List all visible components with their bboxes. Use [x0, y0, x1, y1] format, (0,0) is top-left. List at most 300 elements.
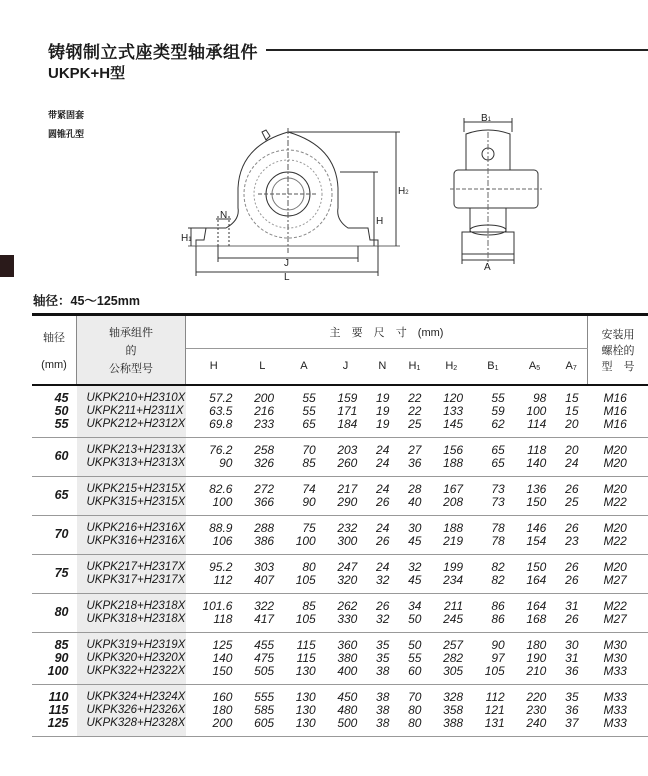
table-row: [32, 652, 648, 665]
cell-dim-j: 380: [337, 650, 358, 665]
cell-dim-h2: 234: [430, 574, 472, 594]
section-tab-marker: [0, 255, 14, 277]
cell-dim-a5: 118: [527, 442, 547, 457]
cell-dim-b1: 112: [485, 689, 505, 704]
cell-model: UKPK322+H2322X: [77, 665, 186, 685]
cell-model: UKPK318+H2318X: [77, 613, 186, 633]
cell-dim-h: 140: [212, 650, 233, 665]
front-view-diagram: [178, 128, 409, 283]
cell-dim-n: 19: [376, 390, 390, 405]
dim-label-J: J: [284, 258, 289, 269]
cell-dim-l: 585: [254, 702, 275, 717]
cell-dim-h: 57.2: [209, 390, 233, 405]
cell-dim-h: 101.6: [202, 598, 233, 613]
housing-outline: [196, 132, 378, 246]
dim-label-B1: B1: [481, 113, 492, 124]
cell-model: UKPK317+H2317X: [77, 574, 186, 594]
cell-shaft-diameter: 80: [32, 593, 77, 632]
cell-dim-b1: 82: [491, 559, 505, 574]
cell-dim-h2: 305: [430, 665, 472, 685]
table-row: [32, 476, 648, 496]
feature-label-taper-bore: 圆锥孔型: [48, 130, 85, 140]
page-title: 铸钢制立式座类型轴承组件: [48, 42, 258, 63]
cell-shaft-diameter: 90: [54, 650, 69, 665]
header-shaft-unit: (mm): [41, 358, 67, 371]
cell-dim-j: 184: [325, 418, 367, 438]
cell-dim-a7: 15: [565, 403, 579, 418]
cell-dim-n: 38: [366, 717, 398, 737]
cell-dim-a7: 20: [555, 418, 587, 438]
cell-dim-j: 330: [325, 613, 367, 633]
cell-dim-h: 200: [186, 717, 242, 737]
cell-bolt: M16: [588, 418, 648, 438]
header-shaft: [32, 315, 77, 385]
cell-shaft-diameter: 60: [32, 437, 77, 476]
cell-shaft-diameter: 100: [32, 665, 77, 685]
cell-dim-a: 75: [302, 520, 316, 535]
cell-dim-a5: 150: [526, 559, 547, 574]
cell-dim-a: 115: [296, 650, 316, 665]
side-view-diagram: [450, 112, 550, 272]
cell-dim-h: 180: [212, 702, 233, 717]
spec-table-body: [32, 385, 648, 737]
cell-dim-h: 106: [186, 535, 242, 555]
cell-dim-a5: 240: [514, 717, 556, 737]
cell-dim-b1: 121: [484, 702, 505, 717]
cell-dim-a7: 23: [555, 535, 587, 555]
cell-dim-l: 216: [254, 403, 275, 418]
cell-dim-a5: 140: [514, 457, 556, 477]
cell-bolt: M20: [603, 481, 627, 496]
header-dim-symbol: A: [565, 360, 573, 373]
cell-dim-n: 35: [376, 637, 390, 652]
header-shaft-label: 轴径: [43, 331, 65, 344]
cell-dim-a5: 168: [514, 613, 556, 633]
cell-dim-n: 24: [376, 520, 390, 535]
cell-model: UKPK320+H2320X: [77, 652, 186, 665]
cell-dim-a: 130: [295, 702, 316, 717]
grease-nipple: [262, 130, 270, 140]
cell-dim-h2: 388: [430, 717, 472, 737]
cell-dim-h1: 34: [408, 598, 422, 613]
header-dim-symbol: H: [408, 360, 417, 373]
cell-dim-l: 303: [254, 559, 275, 574]
cell-dim-b1: 78: [472, 535, 514, 555]
cell-dim-j: 300: [325, 535, 367, 555]
cell-dim-b1: 131: [472, 717, 514, 737]
cell-shaft-diameter: 75: [32, 554, 77, 593]
cell-dim-h: 160: [212, 689, 233, 704]
cell-dim-j: 290: [325, 496, 367, 516]
cell-dim-a5: 114: [514, 418, 556, 438]
cell-dim-h1: 32: [408, 559, 422, 574]
cell-dim-b1: 82: [472, 574, 514, 594]
cell-dim-h2: 282: [443, 650, 464, 665]
cell-dim-l: 326: [241, 457, 283, 477]
cell-shaft-diameter: 50: [54, 403, 69, 418]
cell-dim-a5: 180: [526, 637, 547, 652]
cell-dim-a7: 20: [565, 442, 579, 457]
table-row: [32, 405, 648, 418]
table-row: [32, 632, 648, 652]
cell-dim-h: 82.6: [209, 481, 233, 496]
header-bolt-line1: 安装用: [601, 328, 635, 341]
cell-dim-n: 35: [376, 650, 390, 665]
cell-dim-b1: 62: [472, 418, 514, 438]
cell-dim-a: 105: [283, 574, 325, 594]
cell-dim-b1: 55: [491, 390, 505, 405]
cell-dim-a7: 25: [555, 496, 587, 516]
cell-dim-j: 360: [337, 637, 358, 652]
cell-dim-n: 32: [366, 574, 398, 594]
cell-dim-h2: 156: [443, 442, 464, 457]
table-row: [32, 717, 648, 737]
cell-dim-a7: 26: [565, 559, 579, 574]
cell-dim-b1: 59: [491, 403, 505, 418]
cell-dim-n: 26: [376, 598, 390, 613]
cell-dim-h1: 28: [408, 481, 422, 496]
cell-dim-n: 38: [366, 665, 398, 685]
feature-label-sleeve: 带紧固套: [48, 111, 85, 121]
cell-dim-h2: 188: [430, 457, 472, 477]
dim-label-N: N: [220, 210, 228, 221]
cell-dim-a: 115: [296, 637, 316, 652]
cell-dim-h2: 219: [430, 535, 472, 555]
cell-dim-h1: 25: [398, 418, 430, 438]
header-dim-symbol: A: [300, 360, 308, 373]
cell-dim-h2: 328: [443, 689, 464, 704]
cell-dim-h2: 199: [443, 559, 464, 574]
spec-table: [32, 313, 648, 737]
cell-dim-a: 130: [295, 689, 316, 704]
cell-dim-j: 262: [337, 598, 358, 613]
cell-dim-a5: 150: [514, 496, 556, 516]
cell-dim-j: 203: [337, 442, 358, 457]
cell-shaft-diameter: 55: [32, 418, 77, 438]
cell-dim-h: 118: [186, 613, 242, 633]
cell-dim-h: 95.2: [209, 559, 233, 574]
cell-dim-a: 130: [283, 717, 325, 737]
cell-dim-j: 320: [325, 574, 367, 594]
cell-dim-h: 112: [186, 574, 242, 594]
header-model-line2: 的: [125, 344, 137, 357]
cell-dim-b1: 105: [472, 665, 514, 685]
cell-dim-l: 200: [254, 390, 275, 405]
cell-dim-j: 232: [337, 520, 358, 535]
cell-dim-l: 475: [254, 650, 275, 665]
cell-dim-a: 100: [283, 535, 325, 555]
table-row: [32, 496, 648, 516]
cell-dim-l: 417: [241, 613, 283, 633]
cell-dim-h1: 55: [408, 650, 422, 665]
header-bolt-line2: 螺栓的: [601, 344, 635, 357]
dim-label-L: L: [284, 272, 290, 283]
header-dim-symbol: H: [209, 360, 218, 373]
cell-dim-a5: 220: [526, 689, 547, 704]
cell-dim-a5: 146: [526, 520, 547, 535]
table-row: [32, 593, 648, 613]
cell-dim-a7: 26: [555, 613, 587, 633]
header-dim-l: [241, 349, 283, 385]
cell-bolt: M30: [603, 650, 627, 665]
cell-dim-h: 150: [186, 665, 242, 685]
cell-dim-n: 24: [376, 442, 390, 457]
header-dim-subscript: 1: [494, 365, 499, 373]
dim-label-H: H: [376, 216, 384, 227]
cell-dim-n: 19: [376, 403, 390, 418]
cell-dim-a5: 136: [526, 481, 547, 496]
cell-model: UKPK319+H2319X: [77, 632, 186, 652]
cell-dim-l: 322: [254, 598, 275, 613]
cell-dim-a7: 30: [565, 637, 579, 652]
cell-dim-h1: 22: [408, 390, 422, 405]
cell-dim-a: 130: [283, 665, 325, 685]
cell-dim-l: 407: [241, 574, 283, 594]
header-dim-subscript: 5: [536, 365, 541, 373]
cell-shaft-diameter: 70: [32, 515, 77, 554]
cell-dim-j: 159: [337, 390, 358, 405]
cell-dim-n: 24: [376, 559, 390, 574]
cell-dim-h: 69.8: [186, 418, 242, 438]
cell-model: UKPK326+H2326X: [77, 704, 186, 717]
cell-dim-l: 455: [254, 637, 275, 652]
cell-dim-h2: 358: [443, 702, 464, 717]
cell-dim-h2: 211: [443, 598, 464, 613]
header-dim-subscript: 2: [453, 365, 458, 373]
cell-dim-h: 76.2: [209, 442, 233, 457]
cell-model: UKPK313+H2313X: [77, 457, 186, 477]
header-main-dimensions: [186, 315, 588, 349]
cell-dim-h1: 30: [408, 520, 422, 535]
cell-dim-a: 74: [302, 481, 316, 496]
header-dim-symbol: J: [342, 360, 349, 373]
cell-dim-n: 26: [366, 496, 398, 516]
cell-dim-a7: 31: [565, 650, 579, 665]
cell-dim-h: 88.9: [209, 520, 233, 535]
cell-bolt: M22: [588, 535, 648, 555]
cell-dim-n: 38: [376, 702, 390, 717]
cell-dim-l: 605: [241, 717, 283, 737]
table-row: [32, 535, 648, 555]
table-row: [32, 704, 648, 717]
cell-dim-j: 171: [337, 403, 358, 418]
cell-dim-b1: 86: [491, 598, 505, 613]
header-dim-h2: [430, 349, 472, 385]
cell-dim-h2: 188: [443, 520, 464, 535]
table-row: [32, 684, 648, 704]
cell-shaft-diameter: 45: [54, 390, 69, 405]
cell-dim-h1: 40: [398, 496, 430, 516]
cell-dim-a5: 230: [526, 702, 547, 717]
cell-dim-a: 90: [283, 496, 325, 516]
cell-bolt: M20: [588, 457, 648, 477]
cell-dim-j: 217: [337, 481, 358, 496]
shaft-range-label: 轴径：45～125mm: [33, 294, 140, 308]
cell-dim-h2: 120: [443, 390, 464, 405]
cell-dim-l: 386: [241, 535, 283, 555]
cell-dim-h1: 50: [398, 613, 430, 633]
cell-dim-h1: 70: [408, 689, 422, 704]
cell-model: UKPK324+H2324X: [77, 684, 186, 704]
cell-bolt: M22: [603, 598, 627, 613]
cell-dim-a5: 154: [514, 535, 556, 555]
header-model-line1: 轴承组件: [109, 326, 153, 339]
table-row: [32, 574, 648, 594]
cell-bolt: M27: [588, 574, 648, 594]
cell-dim-a7: 36: [565, 702, 579, 717]
cell-dim-h2: 257: [443, 637, 464, 652]
dim-label-H2: H2: [398, 186, 409, 197]
dim-label-A: A: [484, 262, 491, 273]
table-row: [32, 457, 648, 477]
cell-dim-a7: 26: [565, 481, 579, 496]
cell-dim-a: 55: [302, 390, 316, 405]
cell-dim-a5: 98: [532, 390, 547, 405]
table-row: [32, 613, 648, 633]
cell-shaft-diameter: 65: [32, 476, 77, 515]
table-row: [32, 437, 648, 457]
cell-model: UKPK316+H2316X: [77, 535, 186, 555]
table-row: [32, 554, 648, 574]
cell-dim-l: 258: [254, 442, 275, 457]
cell-dim-a: 55: [302, 403, 316, 418]
cell-dim-a: 80: [302, 559, 316, 574]
cell-dim-l: 288: [254, 520, 275, 535]
cell-bolt: M33: [588, 717, 648, 737]
cell-dim-a5: 210: [514, 665, 556, 685]
cell-dim-a: 65: [283, 418, 325, 438]
cell-dim-h1: 45: [398, 574, 430, 594]
cell-shaft-diameter: 115: [48, 702, 69, 717]
header-dims-unit: (mm): [417, 327, 444, 339]
table-row: [32, 515, 648, 535]
header-dim-symbol: L: [259, 360, 266, 373]
cell-dim-h1: 80: [408, 702, 422, 717]
cell-model: UKPK216+H2316X: [77, 515, 186, 535]
cell-dim-h1: 50: [408, 637, 422, 652]
cell-dim-l: 233: [241, 418, 283, 438]
cell-dim-n: 26: [366, 535, 398, 555]
header-dim-j: [325, 349, 367, 385]
cell-dim-a7: 24: [555, 457, 587, 477]
cell-dim-a5: 164: [514, 574, 556, 594]
cell-dim-a: 85: [302, 598, 316, 613]
cell-dim-b1: 90: [491, 637, 505, 652]
dim-label-H1: H1: [181, 233, 192, 244]
cell-dim-a: 105: [283, 613, 325, 633]
title-rule: [266, 49, 648, 51]
cell-shaft-diameter: 110: [48, 689, 69, 704]
cell-dim-b1: 65: [491, 442, 505, 457]
header-dim-a: [283, 349, 325, 385]
cell-dim-a7: 31: [565, 598, 579, 613]
header-dim-symbol: A: [528, 360, 537, 373]
cell-bolt: M20: [603, 520, 627, 535]
cell-dim-h2: 145: [430, 418, 472, 438]
cell-model: UKPK212+H2312X: [77, 418, 186, 438]
cell-dim-h2: 245: [430, 613, 472, 633]
cell-dim-b1: 78: [491, 520, 505, 535]
header-dim-subscript: 7: [572, 365, 577, 373]
cell-dim-h: 90: [186, 457, 242, 477]
cell-dim-a: 70: [302, 442, 316, 457]
spec-table-header: [32, 315, 648, 385]
cell-dim-a5: 164: [526, 598, 547, 613]
cell-bolt: M20: [603, 559, 627, 574]
header-dim-symbol: H: [445, 360, 454, 373]
cell-model: UKPK215+H2315X: [77, 476, 186, 496]
header-dim-subscript: 1: [416, 365, 421, 373]
cell-dim-l: 555: [254, 689, 275, 704]
cell-dim-j: 247: [337, 559, 358, 574]
cell-bolt: M16: [603, 403, 627, 418]
table-row: [32, 385, 648, 405]
cell-dim-h: 125: [212, 637, 233, 652]
cell-model: UKPK211+H2311X: [77, 405, 186, 418]
cell-dim-l: 366: [241, 496, 283, 516]
table-row: [32, 418, 648, 438]
cell-bolt: M20: [603, 442, 627, 457]
table-row: [32, 665, 648, 685]
cell-dim-h2: 208: [430, 496, 472, 516]
cell-dim-j: 450: [337, 689, 358, 704]
cell-dim-a7: 36: [555, 665, 587, 685]
cell-dim-n: 19: [366, 418, 398, 438]
header-dim-a7: [555, 349, 587, 385]
cell-dim-n: 38: [376, 689, 390, 704]
cell-shaft-diameter: 85: [54, 637, 69, 652]
cell-dim-a7: 26: [565, 520, 579, 535]
cell-model: UKPK218+H2318X: [77, 593, 186, 613]
cell-model: UKPK213+H2313X: [77, 437, 186, 457]
cell-dim-h2: 167: [443, 481, 464, 496]
cell-dim-l: 505: [241, 665, 283, 685]
cell-dim-h: 100: [186, 496, 242, 516]
cell-dim-h1: 60: [398, 665, 430, 685]
header-bolt-line3: 型 号: [601, 360, 635, 373]
header-dim-symbol: N: [378, 360, 387, 373]
cell-dim-b1: 73: [491, 481, 505, 496]
cell-model: UKPK217+H2317X: [77, 554, 186, 574]
header-model-line3: 公称型号: [109, 362, 153, 375]
cell-dim-h1: 45: [398, 535, 430, 555]
cell-dim-b1: 73: [472, 496, 514, 516]
header-dim-h1: [398, 349, 430, 385]
header-dim-a5: [514, 349, 556, 385]
header-dim-symbol: B: [487, 360, 495, 373]
header-dim-h: [186, 349, 242, 385]
cell-bolt: M33: [603, 702, 627, 717]
cell-model: UKPK328+H2328X: [77, 717, 186, 737]
cell-bolt: M33: [603, 689, 627, 704]
cell-dim-l: 272: [254, 481, 275, 496]
cell-bolt: M22: [588, 496, 648, 516]
cell-dim-b1: 86: [472, 613, 514, 633]
cell-shaft-diameter: 125: [32, 717, 77, 737]
header-model: [77, 315, 186, 385]
page-subtitle: UKPK+H型: [48, 65, 126, 82]
cell-dim-j: 500: [325, 717, 367, 737]
cell-dim-j: 400: [325, 665, 367, 685]
cell-dim-a5: 100: [526, 403, 547, 418]
cell-dim-a5: 190: [526, 650, 547, 665]
cell-dim-n: 24: [376, 481, 390, 496]
cell-dim-h: 63.5: [209, 403, 233, 418]
cell-model: UKPK210+H2310X: [77, 385, 186, 405]
cell-bolt: M33: [588, 665, 648, 685]
cell-dim-j: 260: [325, 457, 367, 477]
title-row: [48, 38, 648, 62]
